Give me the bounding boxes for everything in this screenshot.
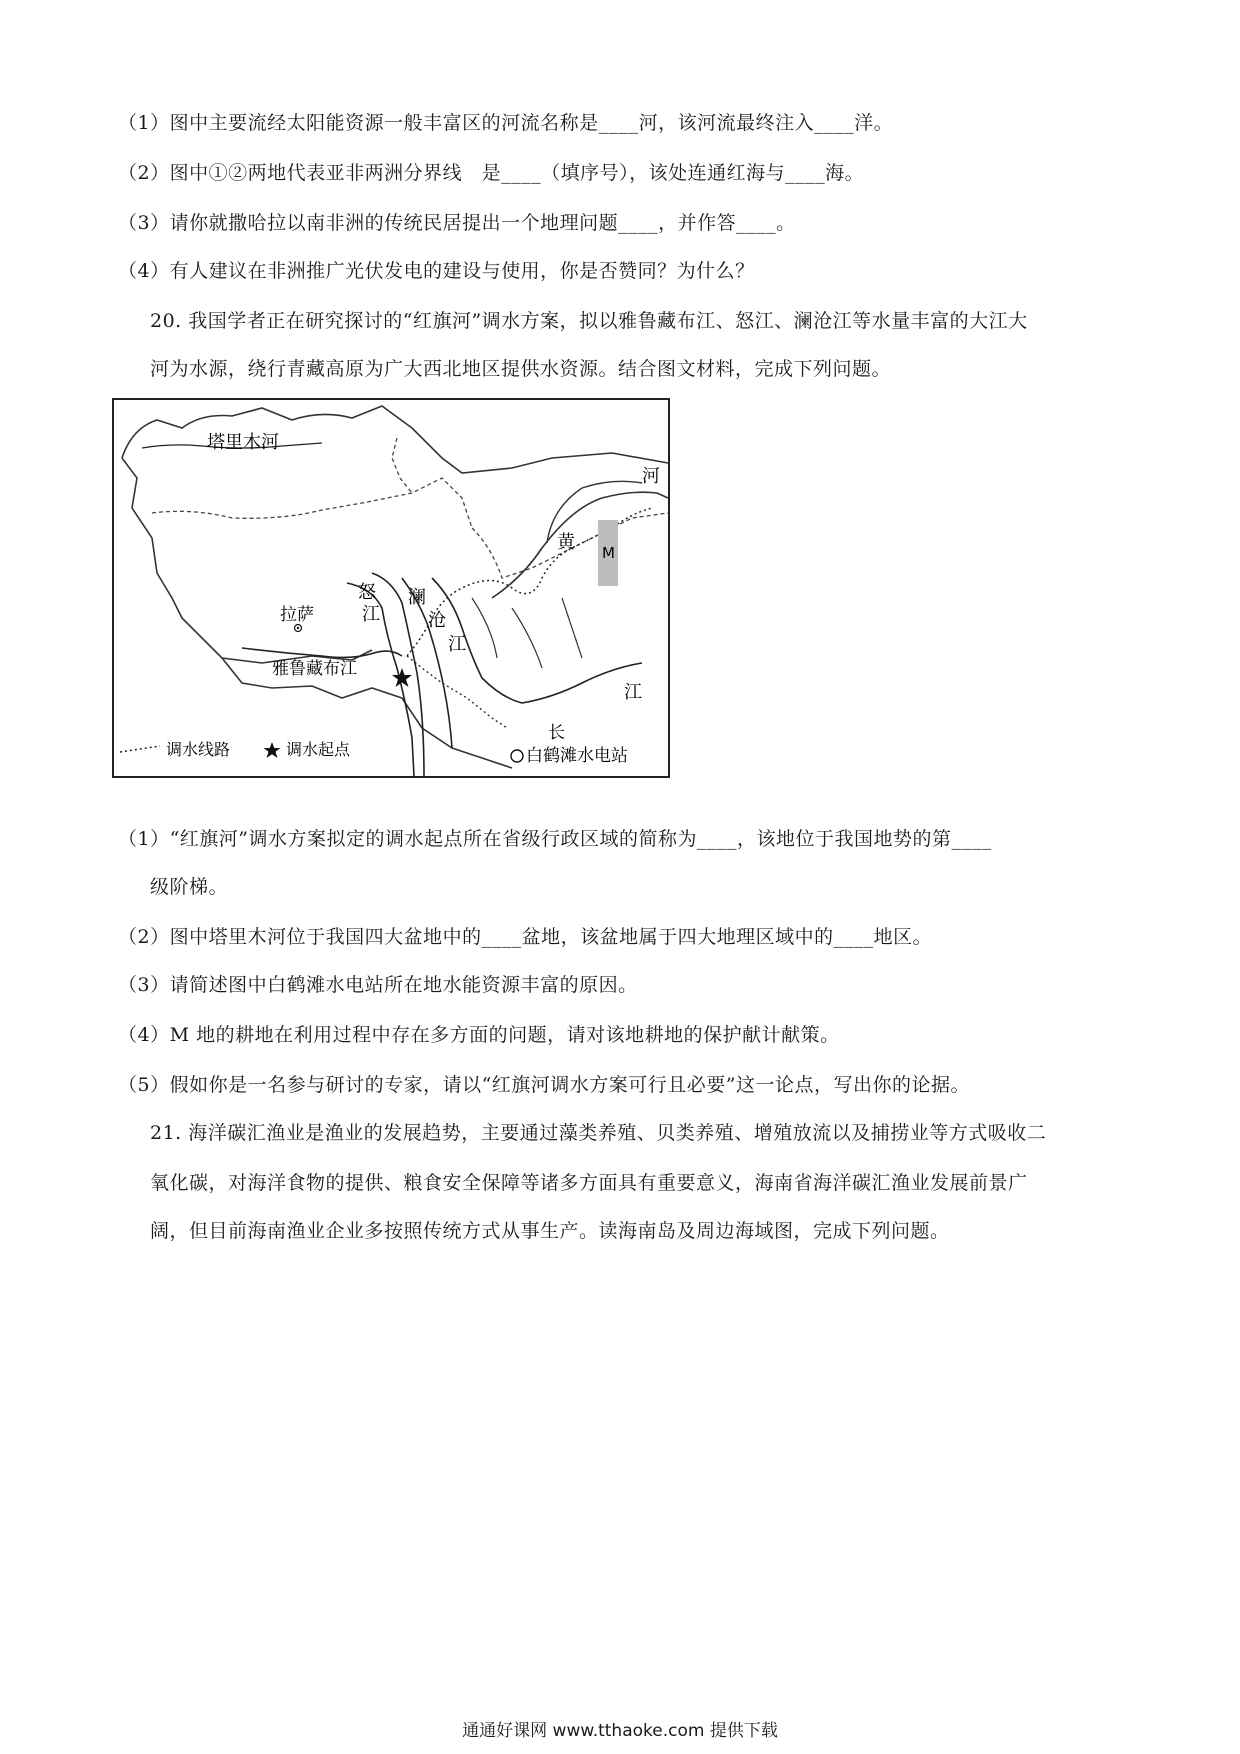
q19-sub3: （3）请你就撒哈拉以南非洲的传统民居提出一个地理问题____，并作答____。 [118, 212, 796, 234]
label-nu-jiang: 江 [362, 604, 380, 625]
label-changjiang-jiang: 江 [624, 682, 642, 703]
q19-sub4: （4）有人建议在非洲推广光伏发电的建设与使用，你是否赞同？为什么？ [118, 260, 755, 282]
label-baihetan: 白鹤滩水电站 [526, 746, 628, 766]
q20-sub1-line1: （1）“红旗河”调水方案拟定的调水起点所在省级行政区域的简称为____，该地位于我国地势的第____ [118, 828, 992, 850]
q20-sub1-line2: 级阶梯。 [150, 876, 229, 898]
label-cang: 沧 [428, 610, 446, 631]
q20-sub2: （2）图中塔里木河位于我国四大盆地中的____盆地，该盆地属于四大地理区域中的____地区。 [118, 926, 933, 948]
legend-route-label: 调水线路 [166, 740, 231, 759]
label-tarim: 塔里木河 [207, 432, 279, 453]
q20-sub5: （5）假如你是一名参与研讨的专家，请以“红旗河调水方案可行且必要”这一论点，写出你的论据。 [118, 1074, 971, 1096]
q21-line3: 阔，但目前海南渔业企业多按照传统方式从事生产。读海南岛及周边海域图，完成下列问题。 [150, 1220, 950, 1242]
label-m: M [602, 544, 615, 562]
label-yarlung: 雅鲁藏布江 [272, 659, 357, 679]
label-huang: 黄 [557, 532, 575, 553]
q20-intro-line2: 河为水源，绕行青藏高原为广大西北地区提供水资源。结合图文材料，完成下列问题。 [150, 358, 892, 380]
label-lan: 澜 [408, 587, 426, 608]
page-footer: 通通好课网 www.tthaoke.com 提供下载 [462, 1721, 778, 1741]
label-chang: 长 [548, 723, 565, 743]
label-he: 河 [642, 466, 660, 487]
q19-sub2: （2）图中①②两地代表亚非两洲分界线 是____（填序号），该处连通红海与____海。 [118, 162, 865, 184]
q19-sub1: （1）图中主要流经太阳能资源一般丰富区的河流名称是____河，该河流最终注入____洋。 [118, 112, 894, 134]
q20-sub3: （3）请简述图中白鹤滩水电站所在地水能资源丰富的原因。 [118, 974, 638, 996]
q21-line2: 氧化碳，对海洋食物的提供、粮食安全保障等诸多方面具有重要意义，海南省海洋碳汇渔业发展前景广 [150, 1172, 1028, 1194]
label-nu: 怒 [358, 582, 376, 603]
q21-line1: 21. 海洋碳汇渔业是渔业的发展趋势，主要通过藻类养殖、贝类养殖、增殖放流以及捕捞业等方式吸收二 [150, 1122, 1047, 1144]
q20-sub4: （4）M 地的耕地在利用过程中存在多方面的问题，请对该地耕地的保护献计献策。 [118, 1024, 840, 1046]
q20-intro-line1: 20. 我国学者正在研究探讨的“红旗河”调水方案，拟以雅鲁藏布江、怒江、澜沧江等水量丰富的大江大 [150, 310, 1028, 332]
label-lancang-jiang: 江 [448, 634, 466, 655]
baihetan-marker [511, 750, 523, 762]
hongqi-river-map [112, 398, 670, 778]
label-lhasa: 拉萨 [280, 605, 314, 625]
legend-start-label: 调水起点 [286, 740, 351, 759]
